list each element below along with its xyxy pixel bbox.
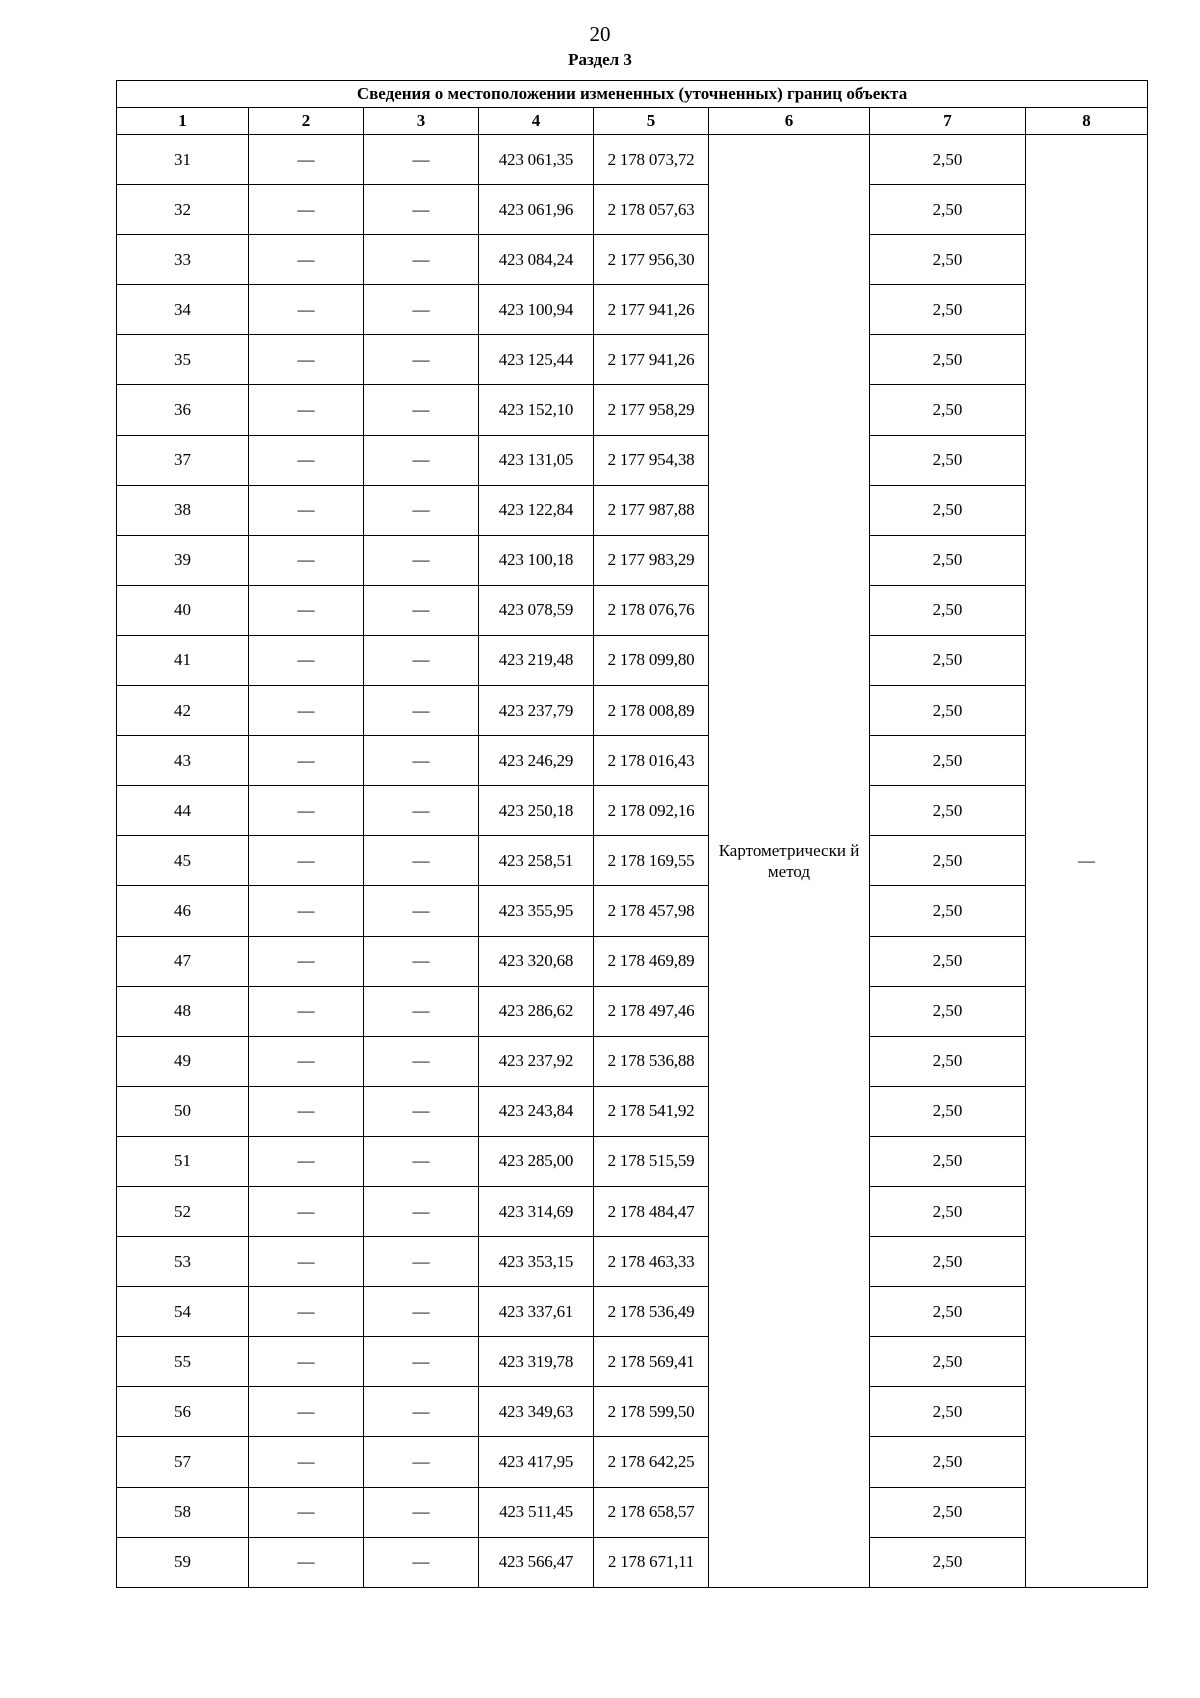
point-number-cell: 47 [117,936,249,986]
col2-cell: — [249,986,364,1036]
y-coordinate-cell: 2 178 073,72 [594,135,709,185]
y-coordinate-cell: 2 178 569,41 [594,1337,709,1387]
accuracy-cell: 2,50 [870,836,1026,886]
x-coordinate-cell: 423 337,61 [479,1287,594,1337]
col2-cell: — [249,485,364,535]
point-number-cell: 50 [117,1086,249,1136]
y-coordinate-cell: 2 178 658,57 [594,1487,709,1537]
col3-cell: — [364,936,479,986]
y-coordinate-cell: 2 178 169,55 [594,836,709,886]
x-coordinate-cell: 423 061,35 [479,135,594,185]
table-body [117,135,1148,1588]
y-coordinate-cell: 2 178 457,98 [594,886,709,936]
table-row [117,1387,1148,1437]
column-number-7: 7 [870,108,1026,135]
accuracy-cell: 2,50 [870,285,1026,335]
y-coordinate-cell: 2 178 016,43 [594,736,709,786]
table-row [117,285,1148,335]
x-coordinate-cell: 423 237,92 [479,1036,594,1086]
accuracy-cell: 2,50 [870,1487,1026,1537]
column-number-8: 8 [1026,108,1148,135]
accuracy-cell: 2,50 [870,335,1026,385]
y-coordinate-cell: 2 178 092,16 [594,786,709,836]
column-number-5: 5 [594,108,709,135]
accuracy-cell: 2,50 [870,686,1026,736]
col3-cell: — [364,385,479,435]
table-row [117,235,1148,285]
y-coordinate-cell: 2 178 469,89 [594,936,709,986]
col3-cell: — [364,235,479,285]
x-coordinate-cell: 423 286,62 [479,986,594,1036]
x-coordinate-cell: 423 566,47 [479,1537,594,1587]
col3-cell: — [364,1186,479,1236]
col2-cell: — [249,585,364,635]
x-coordinate-cell: 423 100,94 [479,285,594,335]
accuracy-cell: 2,50 [870,235,1026,285]
accuracy-cell: 2,50 [870,1287,1026,1337]
col2-cell: — [249,1086,364,1136]
col3-cell: — [364,285,479,335]
col2-cell: — [249,1036,364,1086]
accuracy-cell: 2,50 [870,736,1026,786]
column-number-3: 3 [364,108,479,135]
x-coordinate-cell: 423 152,10 [479,385,594,435]
column-number-2: 2 [249,108,364,135]
point-number-cell: 48 [117,986,249,1036]
y-coordinate-cell: 2 178 008,89 [594,686,709,736]
col3-cell: — [364,635,479,685]
col3-cell: — [364,736,479,786]
x-coordinate-cell: 423 084,24 [479,235,594,285]
y-coordinate-cell: 2 177 983,29 [594,535,709,585]
table-row [117,1237,1148,1287]
accuracy-cell: 2,50 [870,485,1026,535]
col3-cell: — [364,1237,479,1287]
point-number-cell: 38 [117,485,249,535]
col2-cell: — [249,335,364,385]
col2-cell: — [249,1186,364,1236]
x-coordinate-cell: 423 417,95 [479,1437,594,1487]
table-caption: Сведения о местоположении измененных (уточненных) границ объекта [117,81,1148,108]
point-number-cell: 57 [117,1437,249,1487]
point-number-cell: 34 [117,285,249,335]
col2-cell: — [249,1136,364,1186]
y-coordinate-cell: 2 178 515,59 [594,1136,709,1186]
col2-cell: — [249,635,364,685]
y-coordinate-cell: 2 177 941,26 [594,285,709,335]
accuracy-cell: 2,50 [870,1036,1026,1086]
col3-cell: — [364,886,479,936]
table-row [117,1537,1148,1587]
accuracy-cell: 2,50 [870,1387,1026,1437]
table-row [117,786,1148,836]
col2-cell: — [249,1237,364,1287]
x-coordinate-cell: 423 237,79 [479,686,594,736]
point-number-cell: 42 [117,686,249,736]
col2-cell: — [249,285,364,335]
col3-cell: — [364,786,479,836]
x-coordinate-cell: 423 320,68 [479,936,594,986]
col2-cell: — [249,686,364,736]
table-row [117,1036,1148,1086]
point-number-cell: 56 [117,1387,249,1437]
accuracy-cell: 2,50 [870,135,1026,185]
col2-cell: — [249,1337,364,1387]
table-row [117,1437,1148,1487]
x-coordinate-cell: 423 355,95 [479,886,594,936]
table-row [117,1136,1148,1186]
col3-cell: — [364,1287,479,1337]
coordinates-table [116,80,1148,1588]
accuracy-cell: 2,50 [870,1237,1026,1287]
x-coordinate-cell: 423 219,48 [479,635,594,685]
x-coordinate-cell: 423 078,59 [479,585,594,635]
page-number: 20 [589,22,611,46]
point-number-cell: 53 [117,1237,249,1287]
col3-cell: — [364,335,479,385]
point-number-cell: 41 [117,635,249,685]
col3-cell: — [364,135,479,185]
col3-cell: — [364,1086,479,1136]
column-number-1: 1 [117,108,249,135]
table-row [117,936,1148,986]
table-row [117,135,1148,185]
table-row [117,585,1148,635]
y-coordinate-cell: 2 177 954,38 [594,435,709,485]
point-number-cell: 45 [117,836,249,886]
y-coordinate-cell: 2 177 956,30 [594,235,709,285]
table-row [117,635,1148,685]
table-row [117,686,1148,736]
accuracy-cell: 2,50 [870,936,1026,986]
accuracy-cell: 2,50 [870,185,1026,235]
accuracy-cell: 2,50 [870,1437,1026,1487]
table-row [117,485,1148,535]
col3-cell: — [364,535,479,585]
point-number-cell: 33 [117,235,249,285]
col3-cell: — [364,686,479,736]
point-number-cell: 44 [117,786,249,836]
x-coordinate-cell: 423 243,84 [479,1086,594,1136]
table-row [117,1337,1148,1387]
column-number-row [117,108,1148,135]
col3-cell: — [364,1487,479,1537]
method-cell: Картометрически й метод [709,135,870,1588]
table-row [117,1186,1148,1236]
table-row [117,986,1148,1036]
point-number-cell: 43 [117,736,249,786]
col3-cell: — [364,1437,479,1487]
point-number-cell: 35 [117,335,249,385]
section-title: Раздел 3 [568,50,632,69]
point-number-cell: 54 [117,1287,249,1337]
col3-cell: — [364,1537,479,1587]
x-coordinate-cell: 423 353,15 [479,1237,594,1287]
table-row [117,836,1148,886]
accuracy-cell: 2,50 [870,1086,1026,1136]
x-coordinate-cell: 423 258,51 [479,836,594,886]
table-row [117,385,1148,435]
col3-cell: — [364,185,479,235]
point-number-cell: 36 [117,385,249,435]
x-coordinate-cell: 423 246,29 [479,736,594,786]
y-coordinate-cell: 2 177 958,29 [594,385,709,435]
point-number-cell: 52 [117,1186,249,1236]
table-row [117,185,1148,235]
accuracy-cell: 2,50 [870,786,1026,836]
y-coordinate-cell: 2 178 642,25 [594,1437,709,1487]
accuracy-cell: 2,50 [870,385,1026,435]
accuracy-cell: 2,50 [870,1186,1026,1236]
accuracy-cell: 2,50 [870,535,1026,585]
y-coordinate-cell: 2 178 599,50 [594,1387,709,1437]
x-coordinate-cell: 423 285,00 [479,1136,594,1186]
y-coordinate-cell: 2 178 541,92 [594,1086,709,1136]
accuracy-cell: 2,50 [870,585,1026,635]
y-coordinate-cell: 2 178 463,33 [594,1237,709,1287]
point-number-cell: 37 [117,435,249,485]
point-number-cell: 39 [117,535,249,585]
y-coordinate-cell: 2 178 536,88 [594,1036,709,1086]
point-number-cell: 49 [117,1036,249,1086]
col3-cell: — [364,1136,479,1186]
y-coordinate-cell: 2 178 497,46 [594,986,709,1036]
table-row [117,736,1148,786]
x-coordinate-cell: 423 314,69 [479,1186,594,1236]
x-coordinate-cell: 423 125,44 [479,335,594,385]
accuracy-cell: 2,50 [870,435,1026,485]
col3-cell: — [364,836,479,886]
y-coordinate-cell: 2 177 987,88 [594,485,709,535]
point-number-cell: 58 [117,1487,249,1537]
x-coordinate-cell: 423 122,84 [479,485,594,535]
point-number-cell: 32 [117,185,249,235]
y-coordinate-cell: 2 178 076,76 [594,585,709,635]
table-row [117,1287,1148,1337]
point-number-cell: 51 [117,1136,249,1186]
x-coordinate-cell: 423 349,63 [479,1387,594,1437]
point-number-cell: 40 [117,585,249,635]
col2-cell: — [249,435,364,485]
col3-cell: — [364,1387,479,1437]
table-row [117,335,1148,385]
y-coordinate-cell: 2 178 099,80 [594,635,709,685]
accuracy-cell: 2,50 [870,635,1026,685]
point-number-cell: 59 [117,1537,249,1587]
table-row [117,535,1148,585]
point-number-cell: 55 [117,1337,249,1387]
col2-cell: — [249,836,364,886]
col2-cell: — [249,1287,364,1337]
col3-cell: — [364,1337,479,1387]
col2-cell: — [249,1487,364,1537]
col2-cell: — [249,1387,364,1437]
col2-cell: — [249,135,364,185]
col2-cell: — [249,886,364,936]
col3-cell: — [364,986,479,1036]
x-coordinate-cell: 423 511,45 [479,1487,594,1537]
col2-cell: — [249,936,364,986]
column-number-6: 6 [709,108,870,135]
point-number-cell: 31 [117,135,249,185]
table-row [117,1487,1148,1537]
y-coordinate-cell: 2 178 671,11 [594,1537,709,1587]
accuracy-cell: 2,50 [870,886,1026,936]
col2-cell: — [249,786,364,836]
point-number-cell: 46 [117,886,249,936]
col3-cell: — [364,485,479,535]
y-coordinate-cell: 2 178 536,49 [594,1287,709,1337]
y-coordinate-cell: 2 178 057,63 [594,185,709,235]
x-coordinate-cell: 423 319,78 [479,1337,594,1387]
x-coordinate-cell: 423 250,18 [479,786,594,836]
x-coordinate-cell: 423 131,05 [479,435,594,485]
table-row [117,1086,1148,1136]
accuracy-cell: 2,50 [870,986,1026,1036]
col3-cell: — [364,435,479,485]
y-coordinate-cell: 2 178 484,47 [594,1186,709,1236]
col2-cell: — [249,736,364,786]
x-coordinate-cell: 423 100,18 [479,535,594,585]
col2-cell: — [249,235,364,285]
table-row [117,435,1148,485]
column-number-4: 4 [479,108,594,135]
y-coordinate-cell: 2 177 941,26 [594,335,709,385]
col2-cell: — [249,385,364,435]
col2-cell: — [249,185,364,235]
col2-cell: — [249,1537,364,1587]
col3-cell: — [364,1036,479,1086]
col8-cell: — [1026,135,1148,1588]
col2-cell: — [249,1437,364,1487]
col2-cell: — [249,535,364,585]
accuracy-cell: 2,50 [870,1537,1026,1587]
accuracy-cell: 2,50 [870,1136,1026,1186]
accuracy-cell: 2,50 [870,1337,1026,1387]
col3-cell: — [364,585,479,635]
x-coordinate-cell: 423 061,96 [479,185,594,235]
table-row [117,886,1148,936]
